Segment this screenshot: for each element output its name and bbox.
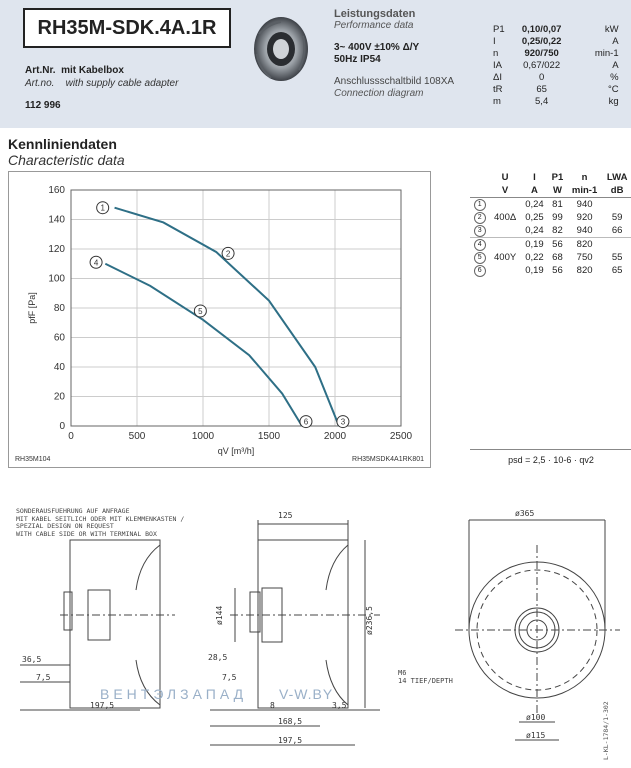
dim-8: 8	[270, 701, 275, 710]
x-tick-label: 1500	[257, 431, 281, 442]
table-header: LWA	[606, 172, 628, 183]
dim-7-5-b: 7,5	[222, 673, 237, 682]
characteristic-chart	[9, 172, 430, 467]
table-cell: 99	[552, 212, 563, 223]
drawing-number: L-KL-1784/1-302	[602, 701, 610, 760]
perf-val: 5,4	[535, 96, 549, 107]
curve-marker-label: 2	[225, 249, 231, 259]
fan-image	[249, 14, 309, 84]
perf-title-de: Leistungsdaten	[334, 8, 416, 20]
header-panel	[0, 0, 631, 128]
curve-marker-label: 5	[198, 306, 203, 316]
perf-sym: tR	[493, 84, 503, 95]
perf-unit: min-1	[594, 48, 619, 59]
table-cell: 56	[552, 239, 563, 250]
y-tick-label: 40	[53, 362, 65, 373]
perf-unit: A	[612, 36, 619, 47]
table-header: U	[501, 172, 509, 183]
performance-table	[490, 24, 622, 108]
curve-marker-label: 1	[100, 203, 105, 213]
table-cell: 65	[611, 265, 623, 276]
perf-row	[490, 72, 622, 84]
perf-sym: I	[493, 36, 496, 47]
dim-28-5: 28,5	[208, 653, 228, 662]
dim-144: ø144	[215, 605, 224, 625]
table-cell: 0,19	[525, 265, 544, 276]
table-row	[470, 224, 631, 238]
table-cell	[489, 224, 521, 238]
table-cell: 59	[611, 212, 623, 223]
watermark-text-a: ВЕНТЭЛЗАПАД	[100, 686, 248, 702]
table-cell: 82	[548, 224, 567, 238]
row-marker: 2	[474, 212, 486, 224]
model-title: RH35M-SDK.4A.1R	[23, 8, 231, 48]
perf-unit: kW	[604, 24, 619, 35]
perf-sym: P1	[493, 24, 505, 35]
curve-marker-label: 6	[303, 417, 309, 427]
table-unit: min-1	[567, 184, 602, 198]
y-tick-label: 20	[53, 391, 65, 403]
x-tick-label: 0	[68, 431, 74, 442]
perf-val: 0,10/0,07	[521, 24, 562, 35]
table-cell: 81	[552, 199, 563, 210]
table-cell: 0,19	[525, 239, 544, 250]
table-cell: 56	[552, 265, 563, 276]
chart-footer-left: RH35M104	[15, 456, 51, 463]
perf-sym: m	[493, 96, 501, 107]
perf-sym: n	[493, 48, 499, 59]
diagram-en: Connection diagram	[334, 88, 424, 99]
table-cell	[489, 198, 521, 212]
perf-row	[490, 60, 622, 72]
curve-marker-label: 4	[93, 258, 99, 268]
dim-168-5: 168,5	[278, 717, 303, 726]
perf-val: 0,67/022	[523, 60, 561, 71]
perf-sym: ΔI	[493, 72, 502, 83]
table-cell: 0,24	[521, 224, 548, 238]
row-marker: 1	[474, 199, 486, 211]
table-unit: V	[489, 184, 521, 198]
table-cell: 820	[576, 239, 593, 250]
row-marker: 5	[474, 252, 486, 264]
perf-val: 920/750	[524, 48, 559, 59]
table-header: P1	[551, 172, 564, 183]
dim-115: ø115	[526, 731, 546, 740]
art-text-en: with supply cable adapter	[65, 78, 179, 89]
table-row	[470, 211, 631, 224]
table-row	[470, 238, 631, 252]
section-title	[8, 136, 125, 168]
technical-drawing	[0, 500, 631, 768]
front-view	[455, 520, 620, 740]
perf-unit: %	[610, 72, 619, 83]
table-unit: W	[548, 184, 567, 198]
table-cell	[602, 198, 631, 212]
table-cell	[602, 238, 631, 252]
table-unit: A	[521, 184, 548, 198]
y-tick-label: 160	[48, 185, 65, 196]
perf-val: 0,25/0,22	[521, 36, 562, 47]
y-tick-label: 80	[53, 303, 65, 314]
chart-frame	[8, 171, 431, 468]
y-tick-label: 140	[48, 214, 65, 226]
table-cell: 68	[552, 252, 563, 263]
section-title-en: Characteristic data	[8, 152, 125, 168]
supply-line-2: 50Hz IP54	[334, 54, 381, 65]
perf-row	[490, 36, 622, 48]
row-marker: 3	[474, 225, 486, 237]
dim-365: ø365	[515, 509, 535, 518]
dim-100: ø100	[526, 713, 546, 722]
x-tick-label: 500	[128, 431, 146, 442]
diagram-de: Anschlussschaltbild 108XA	[334, 76, 455, 87]
x-tick-label: 2000	[323, 431, 347, 442]
x-tick-label: 2500	[389, 431, 413, 442]
curve-marker-label: 3	[340, 417, 346, 427]
pressure-formula: psd = 2,5 · 10-6 · qv2	[470, 449, 631, 465]
y-tick-label: 120	[48, 244, 65, 255]
x-axis-label: qV [m³/h]	[217, 446, 255, 456]
table-row	[470, 198, 631, 212]
perf-row	[490, 84, 622, 96]
special-design-note: SONDERAUSFUEHRUNG AUF ANFRAGE MIT KABEL SEITLICH ODER MIT KLEMMENKASTEN / SPEZIAL DESIGN ON REQUEST WITH CABLE SIDE OR WITH TERMINAL BOX	[16, 507, 185, 538]
table-header: I	[533, 172, 536, 183]
m6-note: M6 14 TIEF/DEPTH	[398, 669, 453, 685]
perf-val: 65	[536, 84, 547, 95]
y-tick-label: 60	[53, 332, 65, 344]
table-cell: 55	[611, 252, 623, 263]
table-cell: 940	[567, 224, 602, 238]
table-cell: 400Y	[494, 252, 517, 263]
table-row	[470, 251, 631, 264]
table-cell: 920	[576, 212, 593, 223]
side-view-middle	[210, 520, 380, 745]
perf-row	[490, 24, 622, 36]
dim-36-5: 36,5	[22, 655, 42, 664]
supply-line-1: 3~ 400V ±10% Δ/Y	[334, 42, 420, 53]
y-axis-label: pfF [Pa]	[27, 292, 37, 324]
chart-footer-right: RH35MSDK4A1RK801	[352, 456, 424, 463]
dim-197-5-a: 197,5	[90, 701, 115, 710]
performance-info	[334, 8, 454, 100]
perf-unit: kg	[608, 96, 619, 107]
perf-val: 0	[538, 72, 545, 83]
art-label-de: Art.Nr.	[25, 65, 56, 76]
perf-unit: A	[612, 60, 619, 71]
perf-unit: °C	[607, 84, 619, 95]
table-row	[470, 264, 631, 277]
y-tick-label: 100	[48, 273, 65, 285]
watermark	[100, 686, 333, 702]
section-title-de: Kennliniendaten	[8, 136, 117, 152]
dim-3-5: 3,5	[332, 701, 347, 710]
perf-sym: IA	[493, 60, 502, 71]
perf-row	[490, 96, 622, 108]
x-tick-label: 1000	[191, 431, 215, 442]
dim-197-5-b: 197,5	[278, 736, 303, 745]
table-cell: 940	[576, 199, 593, 210]
table-cell: 0,24	[525, 199, 544, 210]
art-label-en: Art.no.	[25, 78, 55, 89]
y-tick-label: 0	[59, 421, 65, 432]
dim-7-5-a: 7,5	[36, 673, 51, 682]
row-marker: 4	[474, 239, 486, 251]
table-cell	[489, 238, 521, 252]
table-cell: 66	[602, 224, 631, 238]
table-cell: 820	[576, 265, 593, 276]
table-cell: 0,22	[525, 252, 544, 263]
perf-title-en: Performance data	[334, 20, 414, 31]
watermark-text-b: V-W.BY	[279, 686, 334, 702]
data-table	[470, 171, 631, 277]
perf-row	[490, 48, 622, 60]
article-info	[25, 64, 178, 112]
table-cell: 400Δ	[494, 212, 517, 223]
art-number: 112 996	[25, 100, 61, 111]
side-view-left	[20, 540, 175, 710]
series-line	[105, 264, 302, 426]
table-cell: 0,25	[525, 212, 544, 223]
table-cell	[489, 264, 521, 277]
row-marker: 6	[474, 265, 486, 277]
table-unit: dB	[602, 184, 631, 198]
series-line	[115, 208, 339, 426]
table-cell: 750	[576, 252, 593, 263]
table-header: n	[581, 172, 588, 183]
dim-236: ø236,5	[365, 606, 374, 635]
dim-125: 125	[278, 511, 293, 520]
art-text-de: mit Kabelbox	[61, 65, 124, 76]
